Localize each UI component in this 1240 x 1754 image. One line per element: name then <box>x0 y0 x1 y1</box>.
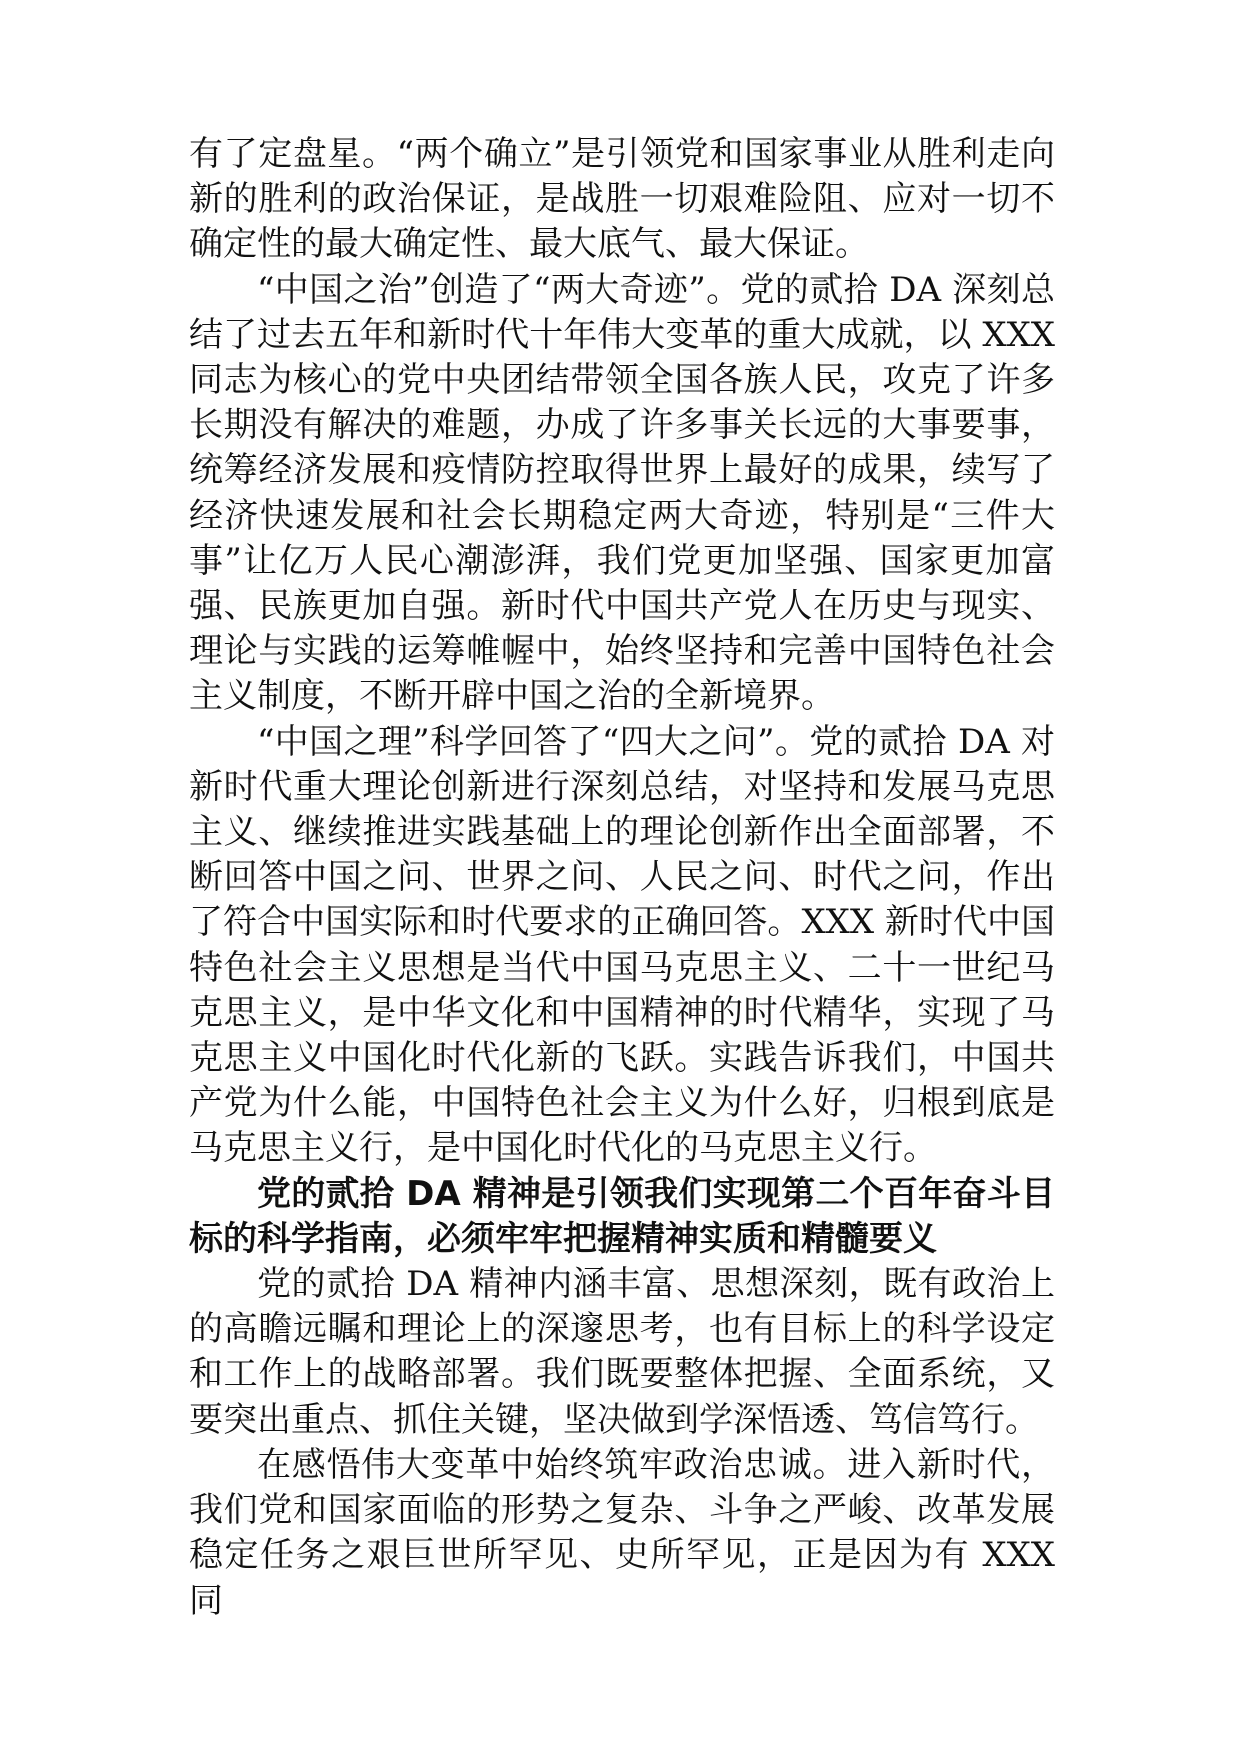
paragraph-china-theory: “中国之理”科学回答了“四大之问”。党的贰拾 DA 对新时代重大理论创新进行深刻总结，对坚持和发展马克思主义、继续推进实践基础上的理论创新作出全面部署，不断回答中国之问、世界之问、人民之问、时代之问，作出了符合中国实际和时代要求的正确回答。XXX 新时代中国特色社会主义思想是当代中国马克思主义、二十一世纪马克思主义，是中华文化和中国精神的时代精华，实现了马克思主义中国化时代化新的飞跃。实践告诉我们，中国共产党为什么能，中国特色社会主义为什么好，归根到底是马克思主义行，是中国化时代化的马克思主义行。 <box>189 721 1055 1169</box>
paragraph-spirit-connotation: 党的贰拾 DA 精神内涵丰富、思想深刻，既有政治上的高瞻远瞩和理论上的深邃思考，也有目标上的科学设定和工作上的战略部署。我们既要整体把握、全面系统，又要突出重点、抓住关键，坚决做到学深悟透、笃信笃行。 <box>189 1264 1055 1440</box>
paragraph-continuation: 有了定盘星。“两个确立”是引领党和国家事业从胜利走向新的胜利的政治保证，是战胜一切艰难险阻、应对一切不确定性的最大确定性、最大底气、最大保证。 <box>189 134 1055 265</box>
section-heading: 党的贰拾 DA 精神是引领我们实现第二个百年奋斗目标的科学指南，必须牢牢把握精神实质和精髓要义 <box>189 1173 1055 1259</box>
paragraph-political-loyalty: 在感悟伟大变革中始终筑牢政治忠诚。进入新时代，我们党和国家面临的形势之复杂、斗争之严峻、改革发展稳定任务之艰巨世所罕见、史所罕见，正是因为有 XXX 同 <box>189 1444 1055 1621</box>
paragraph-china-governance: “中国之治”创造了“两大奇迹”。党的贰拾 DA 深刻总结了过去五年和新时代十年伟大变革的重大成就，以 XXX 同志为核心的党中央团结带领全国各族人民，攻克了许多长期没有解决的难题，办成了许多事关长远的大事要事，统筹经济发展和疫情防控取得世界上最好的成果，续写了经济快速发展和社会长期稳定两大奇迹，特别是“三件大事”让亿万人民心潮澎湃，我们党更加坚强、国家更加富强、民族更加自强。新时代中国共产党人在历史与现实、理论与实践的运筹帷幄中，始终坚持和完善中国特色社会主义制度，不断开辟中国之治的全新境界。 <box>189 269 1055 717</box>
document-page <box>189 132 1055 1624</box>
